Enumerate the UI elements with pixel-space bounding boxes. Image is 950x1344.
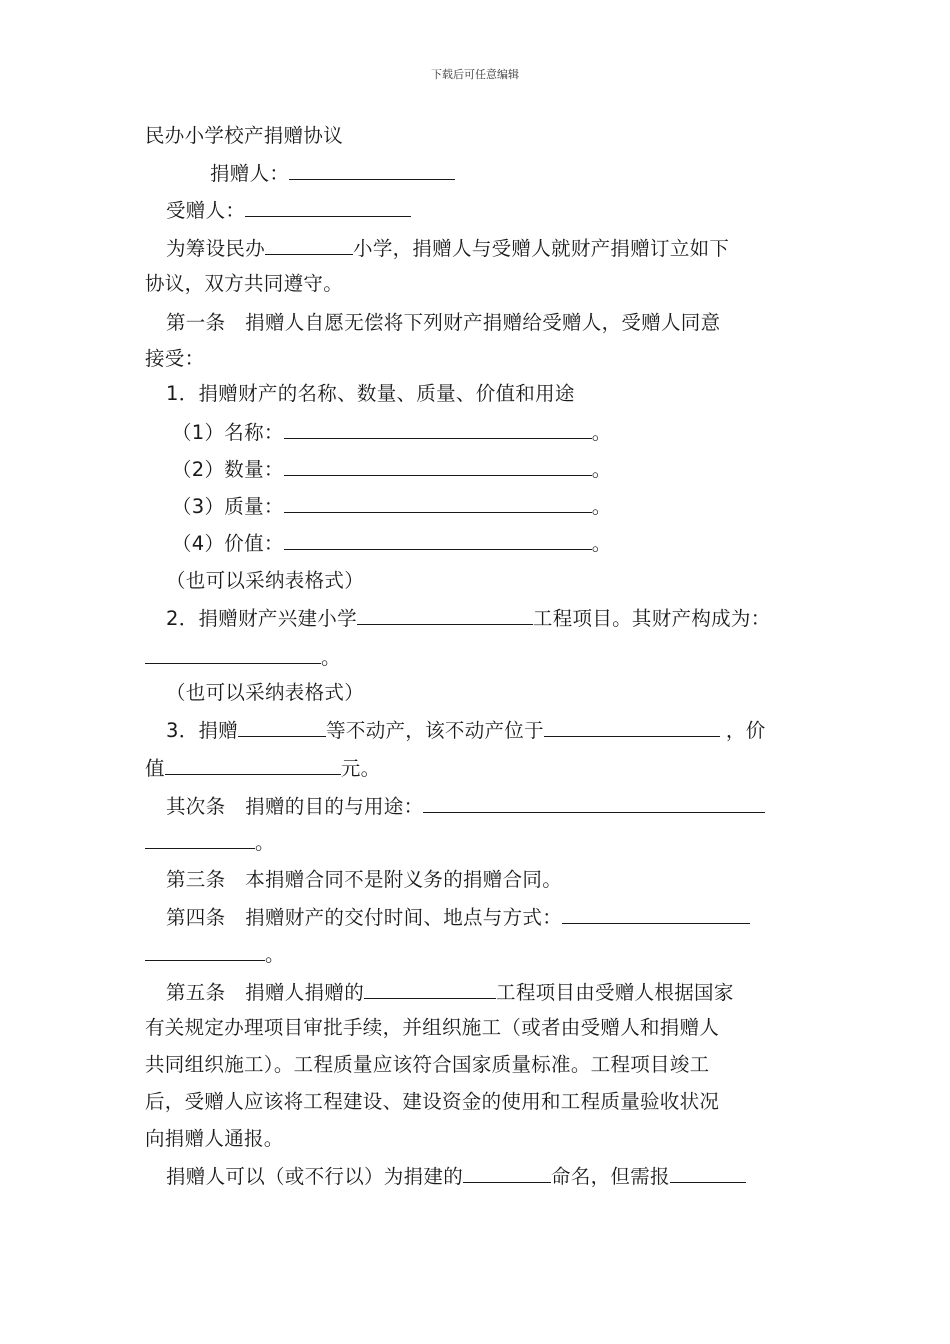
donor-label: 捐赠人： <box>210 162 290 185</box>
item-3-line-2 <box>145 756 380 781</box>
table-note-2: （也可以采纳表格式） <box>166 681 365 704</box>
sub-item-value-label: （4）价值： <box>172 532 284 555</box>
sub-item-name-label: （1）名称： <box>172 421 284 444</box>
article-4-line-1 <box>166 905 750 930</box>
article-1-line-1: 第一条 捐赠人自愿无偿将下列财产捐赠给受赠人，受赠人同意 <box>166 311 721 334</box>
sub-item-quantity-label: （2）数量： <box>172 458 284 481</box>
period: 。 <box>265 943 285 966</box>
location-blank[interactable] <box>544 718 720 737</box>
purpose-blank[interactable] <box>423 794 765 813</box>
article-5-line-3: 共同组织施工）。工程质量应该符合国家质量标准。工程项目竣工 <box>145 1053 710 1076</box>
article-5-text-a: 第五条 捐赠人捐赠的 <box>166 981 365 1004</box>
delivery-blank-cont[interactable] <box>145 942 265 961</box>
item-2-text-a: 2．捐赠财产兴建小学 <box>166 607 357 630</box>
value-blank[interactable] <box>284 531 592 550</box>
item-3-text-e: 元。 <box>340 757 381 780</box>
sub-item-quality-label: （3）质量： <box>172 495 284 518</box>
quality-blank[interactable] <box>284 494 592 513</box>
item-2-line-2 <box>145 645 341 670</box>
composition-blank[interactable] <box>145 645 321 664</box>
recipient-blank[interactable] <box>245 198 411 217</box>
article-2-line-1 <box>166 794 765 819</box>
sub-item-value <box>172 531 612 556</box>
article-1-line-2: 接受： <box>145 347 205 370</box>
item-2-line-1 <box>166 606 771 631</box>
item-3-line-1 <box>166 718 766 743</box>
project-name-blank[interactable] <box>364 980 496 999</box>
period: 。 <box>591 421 612 444</box>
donor-line <box>210 161 455 186</box>
period: 。 <box>255 831 275 854</box>
period: 。 <box>591 532 612 555</box>
naming-text-a: 捐赠人可以（或不行以）为捐建的 <box>166 1165 464 1188</box>
article-4-text: 第四条 捐赠财产的交付时间、地点与方式： <box>166 906 563 929</box>
sub-item-name <box>172 420 612 445</box>
report-blank[interactable] <box>670 1164 746 1183</box>
item-3-text-b: 等不动产，该不动产位于 <box>326 719 544 742</box>
article-3: 第三条 本捐赠合同不是附义务的捐赠合同。 <box>166 868 563 891</box>
delivery-blank[interactable] <box>562 905 750 924</box>
article-5-line-1 <box>166 980 734 1005</box>
article-2-line-2 <box>145 830 275 855</box>
naming-text-b: 命名，但需报 <box>551 1165 670 1188</box>
item-3-text-c: ，价 <box>725 719 766 742</box>
table-note-1: （也可以采纳表格式） <box>166 569 365 592</box>
property-blank[interactable] <box>238 718 326 737</box>
document-title: 民办小学校产捐赠协议 <box>145 124 344 147</box>
purpose-blank-cont[interactable] <box>145 830 255 849</box>
article-2-text: 其次条 捐赠的目的与用途： <box>166 795 424 818</box>
period: 。 <box>321 646 341 669</box>
sub-item-quantity <box>172 457 612 482</box>
item-2-text-b: 工程项目。其财产构成为： <box>532 607 771 630</box>
item-1-heading: 1．捐赠财产的名称、数量、质量、价值和用途 <box>166 382 575 405</box>
header-note: 下载后可任意编辑 <box>431 68 519 81</box>
period: 。 <box>591 458 612 481</box>
amount-blank[interactable] <box>165 756 341 775</box>
name-blank[interactable] <box>284 420 592 439</box>
recipient-label: 受赠人： <box>166 199 246 222</box>
article-5-line-2: 有关规定办理项目审批手续，并组织施工（或者由受赠人和捐赠人 <box>145 1016 720 1039</box>
intro-line-2: 协议，双方共同遵守。 <box>145 272 344 295</box>
project-blank[interactable] <box>357 606 533 625</box>
naming-blank[interactable] <box>463 1164 551 1183</box>
item-3-text-a: 3．捐赠 <box>166 719 239 742</box>
article-4-line-2 <box>145 942 285 967</box>
recipient-line <box>166 198 411 223</box>
naming-line <box>166 1164 746 1189</box>
period: 。 <box>591 495 612 518</box>
intro-text-a: 为筹设民办 <box>166 237 266 260</box>
quantity-blank[interactable] <box>284 457 592 476</box>
intro-line-1 <box>166 236 729 261</box>
sub-item-quality <box>172 494 612 519</box>
item-3-text-d: 值 <box>145 757 165 780</box>
donor-blank[interactable] <box>289 161 455 180</box>
article-5-text-b: 工程项目由受赠人根据国家 <box>496 981 734 1004</box>
school-name-blank[interactable] <box>265 236 353 255</box>
article-5-line-5: 向捐赠人通报。 <box>145 1127 284 1150</box>
intro-text-b: 小学，捐赠人与受赠人就财产捐赠订立如下 <box>353 237 730 260</box>
article-5-line-4: 后，受赠人应该将工程建设、建设资金的使用和工程质量验收状况 <box>145 1090 720 1113</box>
